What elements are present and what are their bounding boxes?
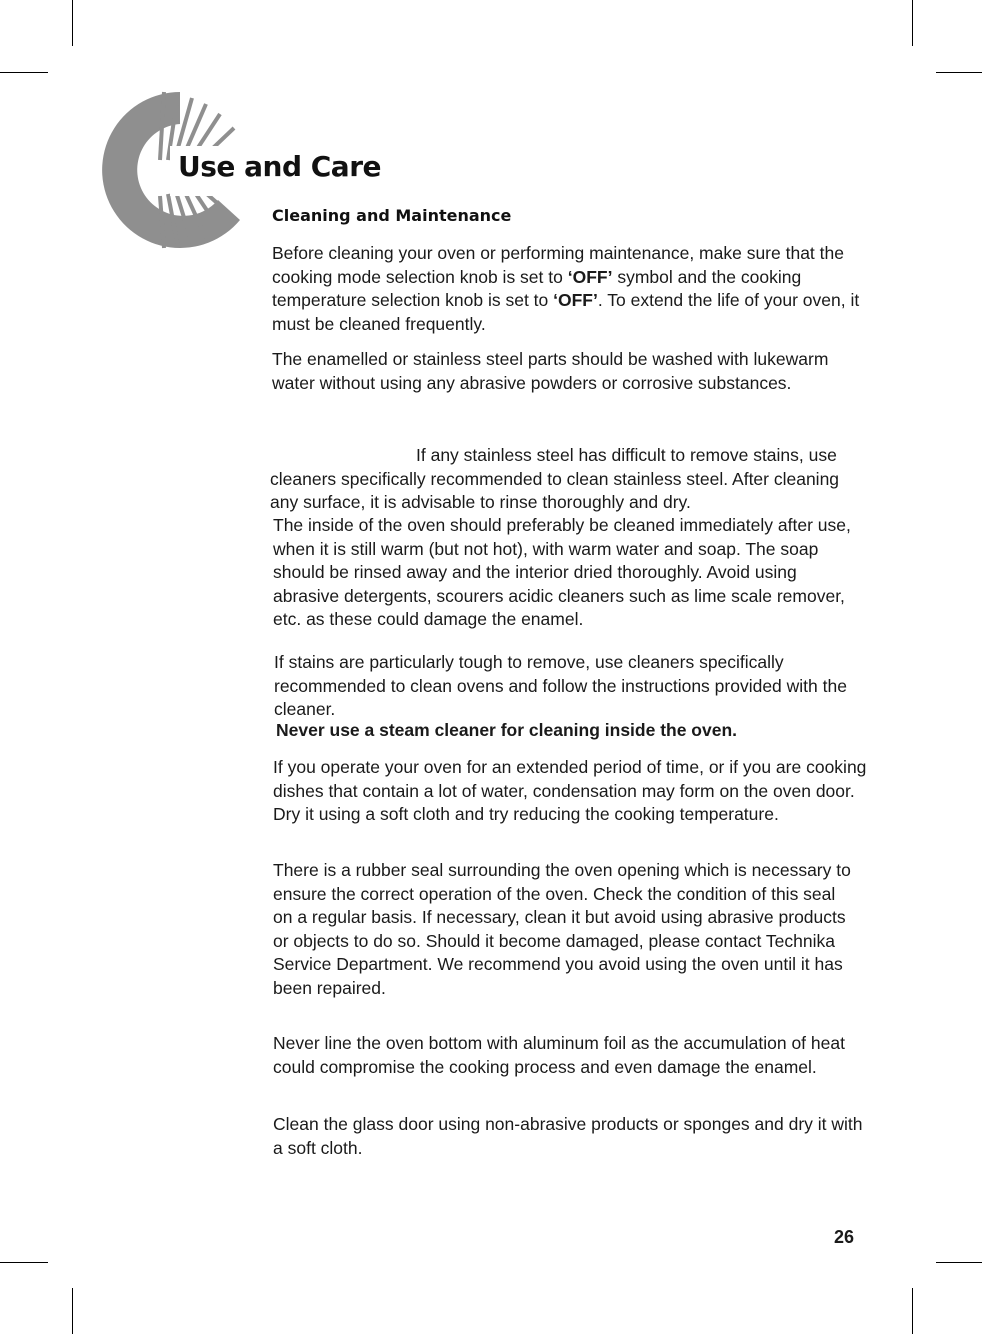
page-title: Use and Care [178,150,382,183]
paragraph-inside: The inside of the oven should preferably be cleaned immediately after use, when it is still warm (but not hot), with warm water and soap. The soap should be rinsed away and the interior dried thoroughly. Avoid using abrasive detergents, scourers acidic cleaners such as lime scale remover, etc. as these could damage the enamel. [273,515,851,629]
crop-mark [912,0,913,46]
crop-mark [72,1288,73,1334]
crop-mark [72,0,73,46]
paragraph-enamelled: The enamelled or stainless steel parts should be washed with lukewarm water without using any abrasive powders or corrosive substances. [272,349,829,393]
crop-mark [0,72,48,73]
paragraph-condensation: If you operate your oven for an extended period of time, or if you are cooking dishes that contain a lot of water, condensation may form on the oven door. Dry it using a soft cloth and try reducing the cooking temperature. [273,757,867,824]
p1-after: . To extend the life of your oven, it must be cleaned frequently. [272,290,860,334]
steam-warning: Never use a steam cleaner for cleaning inside the oven. [276,720,738,740]
paragraph-stains: If stains are particularly tough to remove, use cleaners specifically recommended to clean ovens and follow the instructions provided with the cleaner. [274,652,847,719]
paragraph-before-cleaning [272,242,862,336]
crop-mark [936,1262,982,1263]
crop-mark [936,72,982,73]
paragraph-stainless: If any stainless steel has difficult to remove stains, use cleaners specifically recommended to clean stainless steel. After cleaning any surface, it is advisable to rinse thoroughly and dry. [270,445,840,512]
crop-mark [0,1262,48,1263]
off-label: ‘OFF’ [567,266,613,287]
section-subtitle: Cleaning and Maintenance [272,206,512,225]
paragraph-seal: There is a rubber seal surrounding the oven opening which is necessary to ensure the correct operation of the oven. Check the condition of this seal on a regular basis. If necessary, clean it but avoid using abrasive products or objects to do so. Should it become damaged, please contact Technika Service Department. We recommend you avoid using the oven until it has been repaired. [273,860,851,998]
off-label: ‘OFF’ [553,290,598,310]
page-number: 26 [834,1227,855,1247]
paragraph-foil: Never line the oven bottom with aluminum foil as the accumulation of heat could compromise the cooking process and even damage the enamel. [273,1033,845,1077]
paragraph-glass: Clean the glass door using non-abrasive products or sponges and dry it with a soft cloth. [273,1114,863,1158]
p1-mid: symbol and the cooking temperature selection knob is set to [272,266,802,310]
crop-mark [912,1288,913,1334]
p1-before: Before cleaning your oven or performing maintenance, make sure that the cooking mode selection knob is set to [272,243,844,287]
